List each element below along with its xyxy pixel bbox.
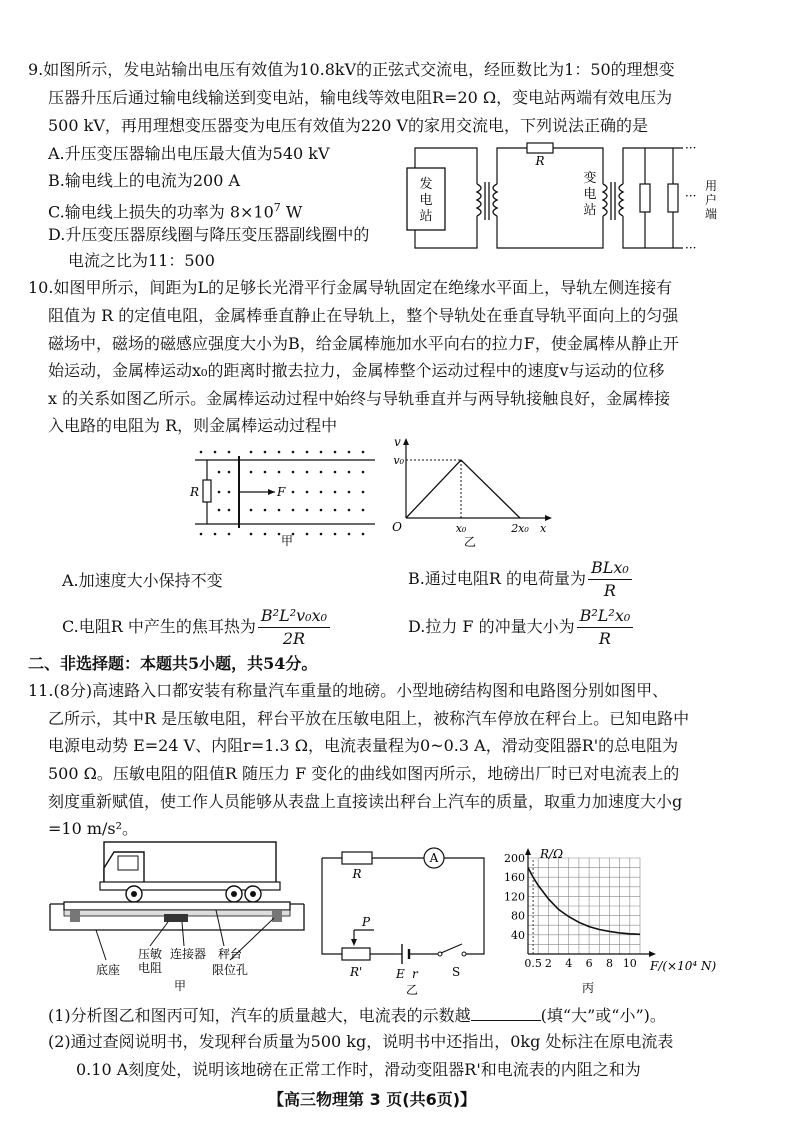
transmission-circuit-figure	[405, 138, 725, 256]
line-resistor	[527, 143, 553, 153]
q10-option-c: C.电阻R 中产生的焦耳热为 $\frac{\text{B²L²v₀x₀}}{2R}$	[62, 603, 332, 651]
q11-line2: 乙所示，其中R 是压敏电阻，秤台平放在压敏电阻上，被称汽车停放在秤台上。已知电路中	[48, 709, 690, 728]
svg-text:电: 电	[583, 187, 597, 202]
y-tick-label: 80	[511, 909, 525, 923]
svg-text:电阻: 电阻	[138, 961, 163, 975]
station-label-2: 电	[419, 193, 433, 208]
svg-text:限位孔: 限位孔	[212, 963, 249, 977]
svg-text:···: ···	[685, 241, 697, 255]
svg-text:户: 户	[704, 193, 718, 207]
q9-option-a: A.升压变压器输出电压最大值为540 kV	[48, 144, 330, 163]
velocity-displacement-graph	[390, 434, 560, 550]
svg-text:A: A	[429, 851, 439, 865]
svg-text:R: R	[189, 485, 199, 499]
q9-line3: 500 kV，再用理想变压器变为电压有效值为220 V的家用交流电，下列说法正确的是	[48, 116, 649, 135]
platform	[64, 902, 290, 910]
x-tick-label: 4	[565, 957, 573, 970]
q11-line1: 11.(8分)高速路入口都安装有称量汽车重量的地磅。小型地磅结构图和电路图分别如图甲、	[28, 681, 669, 700]
line-resistor-label: R	[535, 154, 545, 168]
x-tick-label: 6	[585, 957, 593, 970]
q10-line3: 磁场中，磁场的磁感应强度大小为B，给金属棒施加水平向右的拉力F，使金属棒从静止开	[48, 334, 679, 353]
x-tick-label: 2	[544, 957, 552, 970]
q9-option-d-line1: D.升压变压器原线圈与降压变压器副线圈中的	[48, 225, 370, 244]
y-tick-label: 160	[504, 871, 525, 885]
svg-text:连接器: 连接器	[170, 947, 207, 961]
y-axis-arrow	[525, 848, 531, 855]
q11-line3: 电源电动势 E=24 V、内阻r=1.3 Ω，电流表量程为0~0.3 A，滑动变阻器R'的总电阻为	[48, 736, 679, 755]
station-label-1: 发	[419, 177, 433, 192]
weighbridge-structure-figure	[46, 838, 308, 994]
svg-text:端: 端	[704, 207, 718, 221]
step-up-secondary-coil	[493, 184, 497, 216]
station-label-3: 站	[419, 209, 433, 224]
q11-line5: 刻度重新赋值，使工作人员能够从表盘上直接读出秤台上汽车的质量，取重力加速度大小g	[48, 792, 683, 811]
q11-line4: 500 Ω。压敏电阻的阻值R 随压力 F 变化的曲线如图丙所示，地磅出厂时已对电流表上的	[48, 764, 680, 783]
q9-line2: 压器升压后通过输电线输送到变电站，输电线等效电阻R=20 Ω，变电站两端有效电压为	[48, 88, 673, 107]
chart-axes	[525, 848, 656, 957]
q10-line4: 始运动，金属棒运动x₀的距离时撤去拉力，金属棒整个运动过程中的速度v与运动的位移	[48, 361, 665, 380]
q10-option-a: A.加速度大小保持不变	[62, 571, 223, 590]
section-two-heading: 二、非选择题：本题共5小题，共54分。	[28, 654, 318, 673]
svg-text:用: 用	[704, 179, 718, 193]
svg-text:2x₀: 2x₀	[511, 522, 529, 535]
svg-text:···: ···	[685, 141, 697, 155]
step-up-primary-coil	[477, 184, 481, 216]
x-tick-label: 10	[622, 957, 637, 970]
chart-x-label: F/(×10⁴ N)	[650, 959, 717, 973]
y-tick-label: 40	[511, 928, 525, 942]
load-resistor-1	[640, 184, 650, 212]
velocity-curve	[406, 460, 520, 518]
r-f-curve	[528, 868, 640, 935]
page-footer: 【高三物理第 3 页(共6页)】	[268, 1090, 477, 1109]
figure-caption-jia: 甲	[174, 979, 187, 993]
pressure-resistor	[342, 852, 372, 864]
x-axis-arrow	[649, 951, 656, 957]
svg-text:x₀: x₀	[455, 522, 467, 535]
svg-text:底座: 底座	[96, 963, 121, 977]
weighbridge-circuit-figure	[314, 844, 494, 996]
figure-caption-yi: 乙	[463, 535, 477, 549]
q10-option-d: D.拉力 F 的冲量大小为 $\frac{\text{B²L²x₀}}{R}$	[408, 603, 635, 651]
y-tick-label: 200	[504, 852, 525, 865]
pressure-sensor	[164, 914, 188, 922]
svg-text:x: x	[540, 522, 547, 535]
y-tick-label: 120	[504, 890, 525, 904]
q11-sub1: (1)分析图乙和图丙可知，汽车的质量越大，电流表的示数越 (填“大”或“小”)。	[48, 1002, 666, 1029]
load-resistor-2	[668, 184, 678, 212]
svg-text:E: E	[396, 967, 405, 981]
svg-text:v₀: v₀	[393, 454, 404, 467]
q11-sub2-line2: 0.10 A刻度处，说明该地磅在正常工作时，滑动变阻器R'和电流表的内阻之和为	[76, 1060, 641, 1079]
rail-magnetic-field-figure	[189, 448, 380, 548]
q9-line1: 9.如图所示，发电站输出电压有效值为10.8kV的正弦式交流电，经匝数比为1：50的理想变	[28, 60, 675, 79]
q10-line6: 入电路的电阻为 R，则金属棒运动过程中	[48, 416, 338, 435]
svg-text:···: ···	[685, 189, 697, 203]
rheostat	[342, 948, 370, 960]
q10-line5: x 的关系如图乙所示。金属棒运动过程中始终与导轨垂直并与两导轨接触良好，金属棒接	[48, 389, 671, 408]
svg-text:P: P	[362, 915, 371, 929]
svg-text:r: r	[412, 967, 418, 981]
q9-option-b: B.输电线上的电流为200 A	[48, 171, 241, 190]
fixed-resistor	[203, 480, 211, 502]
svg-text:压敏: 压敏	[138, 947, 163, 961]
svg-text:S: S	[452, 965, 461, 979]
q9-option-d-line2: 电流之比为11：500	[68, 251, 215, 270]
figure-caption-yi: 乙	[406, 983, 419, 997]
chart-y-label: R/Ω	[540, 847, 564, 861]
q10-option-b: B.通过电阻R 的电荷量为 $\frac{\text{BLx₀}}{R}$	[408, 555, 634, 603]
q10-line1: 10.如图甲所示，间距为L的足够长光滑平行金属导轨固定在绝缘水平面上，导轨左侧连接有	[28, 278, 673, 297]
svg-text:R: R	[352, 867, 362, 881]
svg-text:变: 变	[583, 171, 597, 186]
figure-caption-jia: 甲	[280, 534, 294, 548]
chart-grid	[528, 858, 640, 954]
q11-line6: =10 m/s²。	[48, 819, 139, 838]
resistance-force-chart	[496, 842, 796, 1000]
truck-icon	[100, 842, 280, 902]
svg-text:站: 站	[583, 203, 597, 218]
q11-sub2-line1: (2)通过查阅说明书，发现秤台质量为500 kg，说明书中还指出，0kg 处标注在原电流表	[48, 1032, 674, 1051]
svg-text:O: O	[392, 520, 402, 534]
step-down-primary-coil	[603, 184, 607, 216]
switch	[441, 944, 462, 953]
q9-option-c: C.输电线上损失的功率为 $8\times 10^7$ W	[48, 201, 303, 222]
svg-text:F: F	[277, 485, 286, 499]
svg-text:秤台: 秤台	[218, 947, 243, 961]
q10-line2: 阻值为 R 的定值电阻，金属棒垂直静止在导轨上，整个导轨处在垂直导轨平面向上的匀强	[48, 306, 679, 325]
svg-text:R': R'	[350, 965, 363, 979]
step-down-secondary-coil	[619, 184, 623, 216]
answer-blank[interactable]	[471, 1002, 541, 1021]
svg-text:v: v	[394, 435, 401, 449]
x-tick-label: 8	[605, 957, 613, 970]
figure-caption-bing: 丙	[582, 981, 595, 995]
x-tick-label: 0.5	[524, 957, 542, 970]
chart-ticks	[504, 852, 637, 970]
